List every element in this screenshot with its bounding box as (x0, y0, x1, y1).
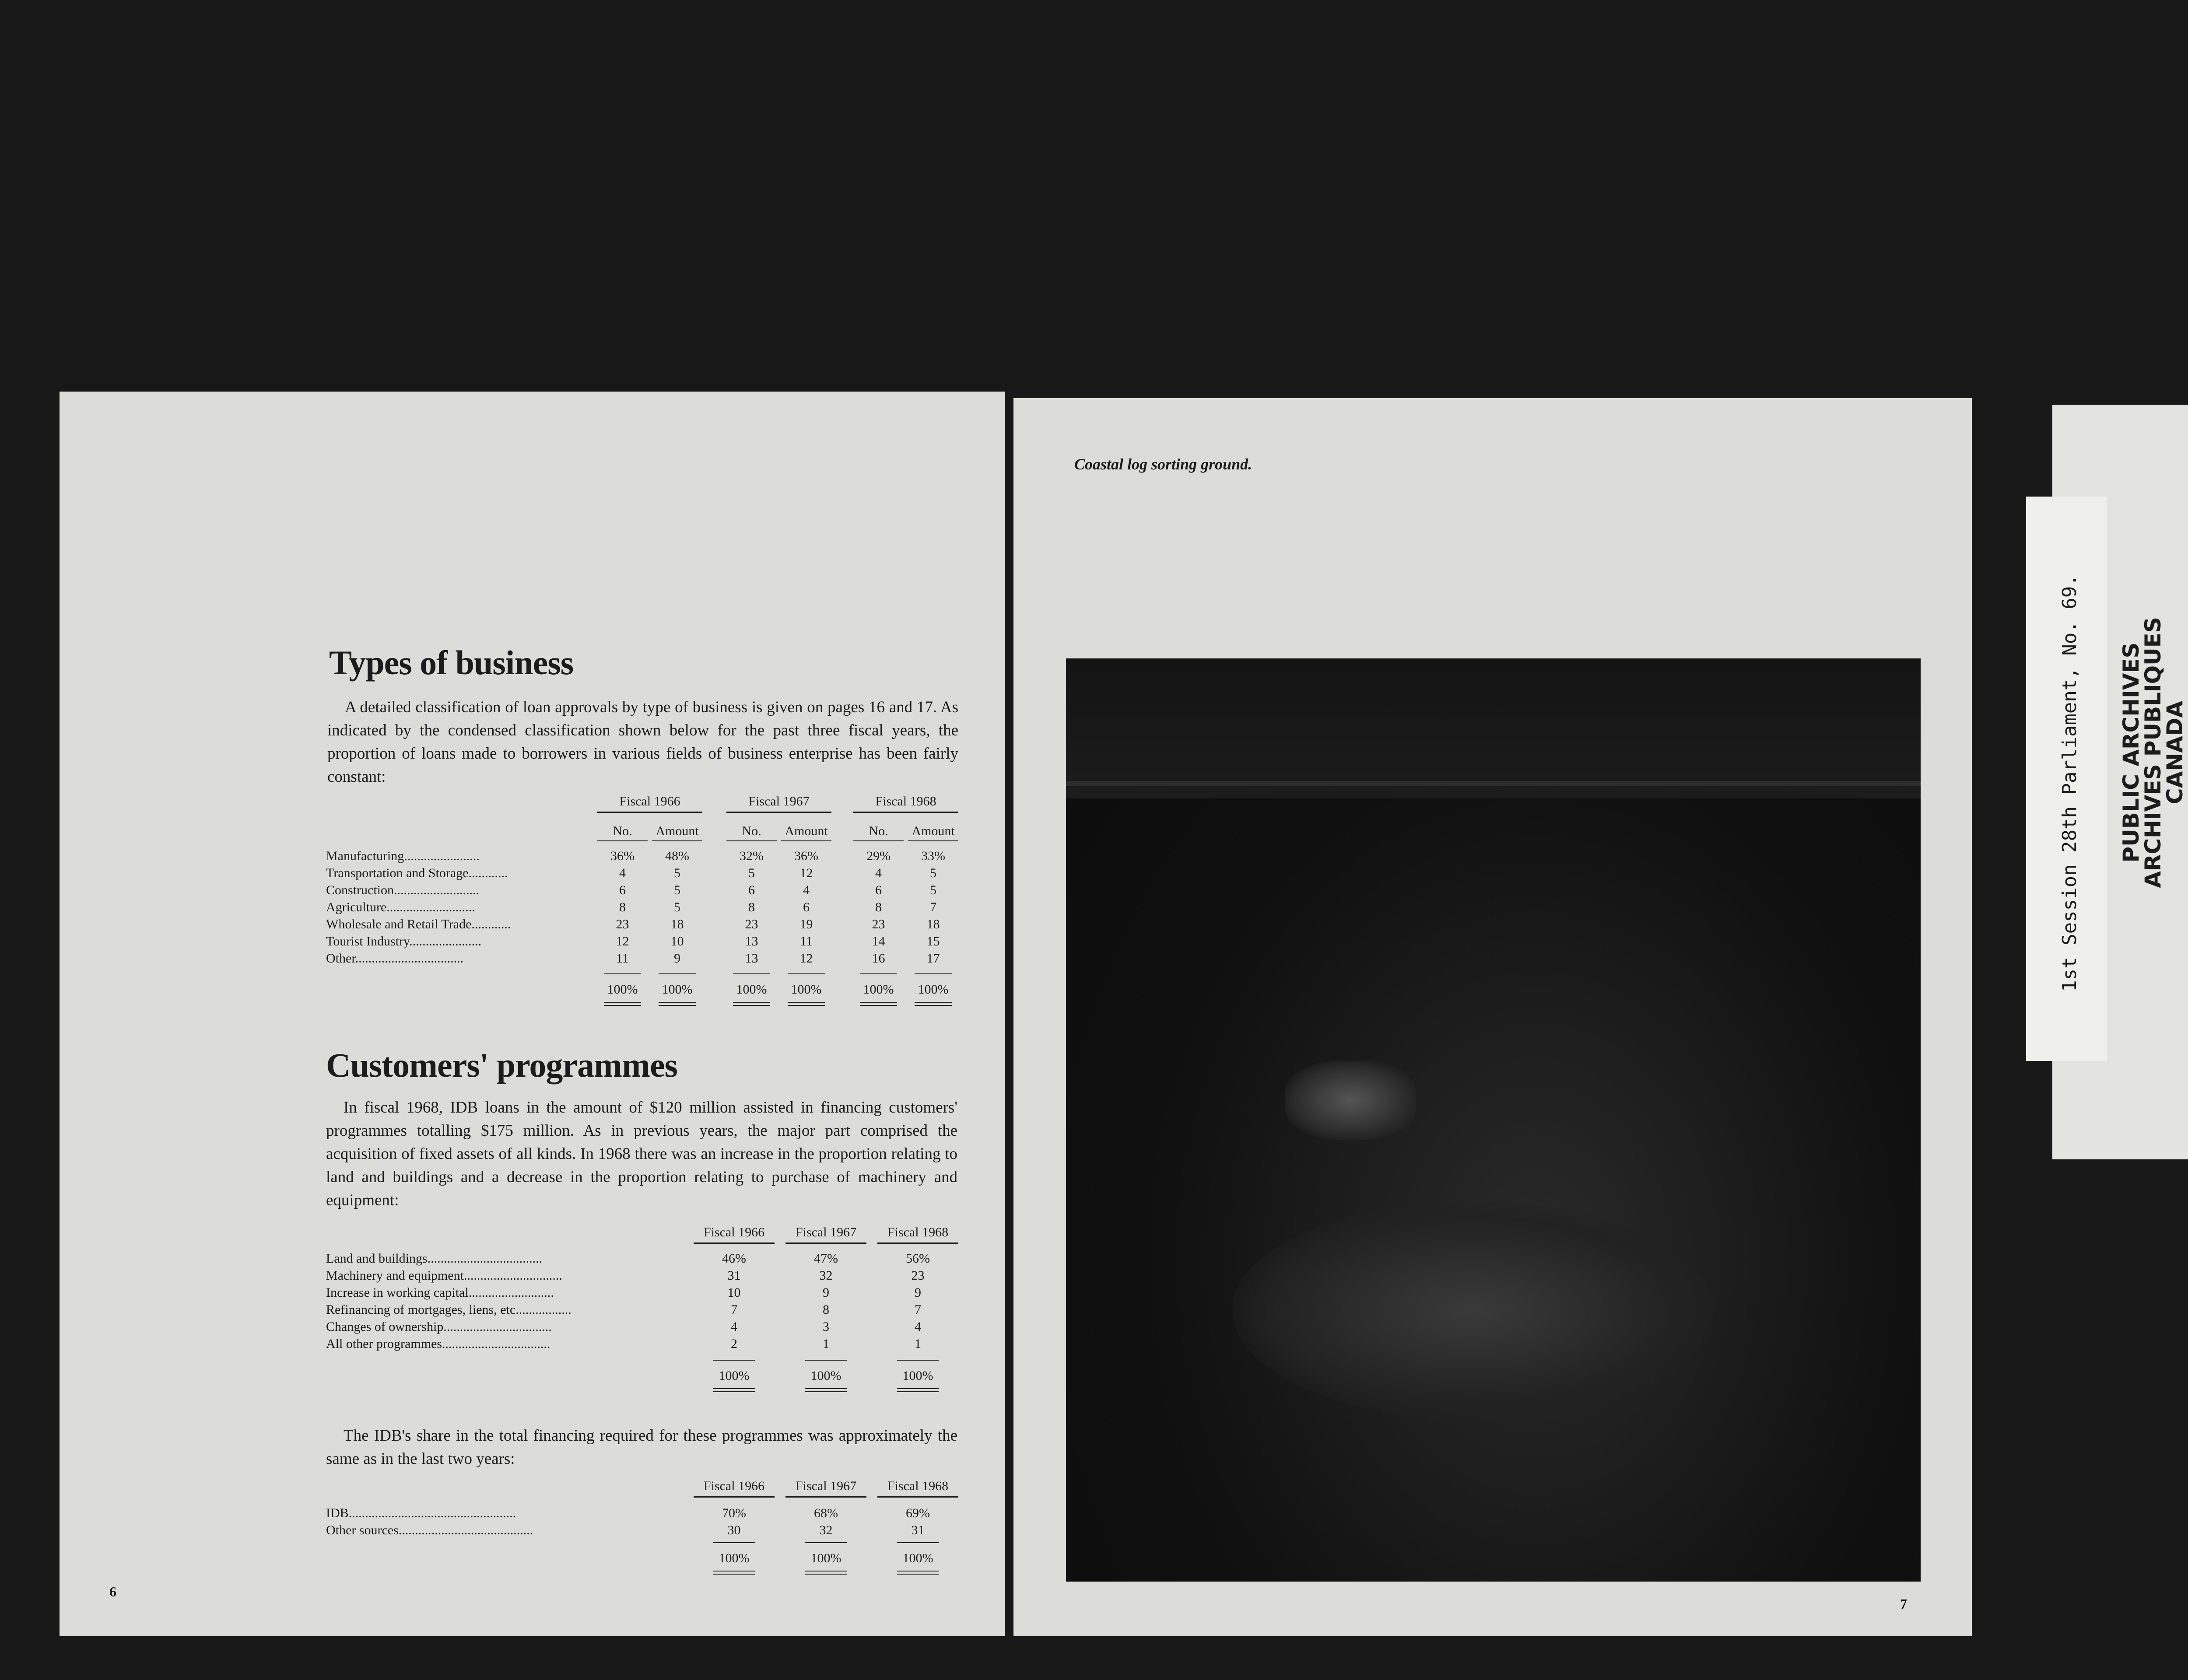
types-cell: 8 (619, 900, 626, 914)
share-cell: 70% (722, 1506, 746, 1520)
programmes-cell: 4 (915, 1320, 921, 1334)
programmes-cell: 3 (823, 1320, 829, 1334)
types-cell: 9 (674, 951, 680, 966)
types-cell: 12 (616, 934, 629, 948)
types-cell: 16 (872, 951, 885, 966)
types-cell: 23 (872, 917, 885, 931)
programmes-cell: 2 (731, 1337, 737, 1351)
share-cell: 69% (906, 1506, 930, 1520)
types-row-label: Agriculture........................... (326, 900, 475, 914)
types-sub-header: Amount (652, 824, 702, 841)
programmes-total: 100% (810, 1368, 842, 1383)
types-cell: 48% (665, 849, 689, 863)
types-cell: 13 (745, 951, 758, 966)
right-page-number: 7 (1900, 1596, 1907, 1612)
share-year-header: Fiscal 1966 (694, 1479, 775, 1498)
programmes-row-label: Changes of ownership................................. (326, 1320, 552, 1334)
types-cell: 18 (670, 917, 684, 931)
share-total-rule (897, 1571, 939, 1575)
share-sum-rule (897, 1542, 939, 1543)
programmes-cell: 7 (915, 1302, 921, 1317)
types-year-header: Fiscal 1966 (597, 794, 702, 813)
types-total-rule (733, 1002, 770, 1006)
types-row-label: Other................................. (326, 951, 464, 966)
types-year-header: Fiscal 1968 (853, 794, 958, 813)
stamp-line-3: CANADA (2162, 700, 2188, 805)
types-total-rule (915, 1002, 952, 1006)
share-paragraph: The IDB's share in the total financing required for these programmes was approximately the same as in the last two years: (326, 1427, 957, 1468)
programmes-year-header: Fiscal 1966 (694, 1225, 775, 1244)
types-cell: 6 (619, 883, 626, 897)
types-cell: 8 (875, 900, 882, 914)
types-cell: 36% (610, 849, 635, 863)
types-year-header: Fiscal 1967 (726, 794, 831, 813)
share-cell: 32 (819, 1523, 833, 1537)
types-cell: 17 (926, 951, 940, 966)
programmes-cell: 31 (727, 1268, 741, 1283)
programmes-cell: 46% (722, 1251, 746, 1266)
programmes-cell: 7 (731, 1302, 737, 1317)
share-sum-rule (713, 1542, 755, 1543)
types-total-rule (604, 1002, 641, 1006)
programmes-cell: 8 (823, 1302, 829, 1317)
programmes-year-header: Fiscal 1968 (877, 1225, 958, 1244)
share-sum-rule (805, 1542, 847, 1543)
programmes-cell: 10 (727, 1285, 741, 1300)
programmes-total-rule (897, 1388, 939, 1392)
types-sub-header: No. (726, 824, 777, 841)
types-total-rule (860, 1002, 897, 1006)
session-label-text: 1st Session 28th Parliament, No. 69. (2058, 574, 2081, 992)
programmes-paragraph: In fiscal 1968, IDB loans in the amount of $120 million assisted in financing customers' programmes totalling $175 million. As in previous years, the major part comprised the acquisition of fixed assets of all kinds. In 1968 there was an increase in the proportion relating to land and buildings and a decrease in the proportion relating to purchase of machinery and equipment: (326, 1099, 957, 1209)
types-cell: 5 (674, 900, 680, 914)
types-cell: 11 (800, 934, 813, 948)
types-cell: 4 (875, 866, 882, 880)
programmes-cell: 1 (823, 1337, 829, 1351)
photo-caption: Coastal log sorting ground. (1074, 455, 1252, 473)
types-row-label: Transportation and Storage............ (326, 866, 508, 880)
types-row-label: Tourist Industry...................... (326, 934, 482, 948)
types-cell: 14 (872, 934, 885, 948)
programmes-total-rule (713, 1388, 755, 1392)
types-cell: 8 (748, 900, 755, 914)
types-total: 100% (791, 982, 822, 997)
programmes-row-label: All other programmes................................. (326, 1337, 551, 1351)
types-cell: 23 (616, 917, 629, 931)
types-total: 100% (736, 982, 767, 997)
types-cell: 6 (803, 900, 810, 914)
programmes-total-rule (805, 1388, 847, 1392)
stamp-line-1: PUBLIC ARCHIVES (2118, 642, 2144, 863)
types-total-rule (788, 1002, 825, 1006)
types-cell: 7 (930, 900, 936, 914)
programmes-cell: 1 (915, 1337, 921, 1351)
share-year-header: Fiscal 1968 (877, 1479, 958, 1498)
photo-shoreline (1066, 781, 1921, 786)
types-sum-rule (659, 973, 696, 974)
photo-log-booms (1285, 1061, 1416, 1140)
types-sub-header: Amount (781, 824, 831, 841)
left-page-number: 6 (109, 1584, 116, 1600)
types-cell: 23 (745, 917, 758, 931)
stamp-line-2: ARCHIVES PUBLIQUES (2140, 617, 2166, 888)
programmes-cell: 9 (823, 1285, 829, 1300)
types-total: 100% (662, 982, 693, 997)
types-cell: 36% (794, 849, 818, 863)
share-row-label: Other sources......................................... (326, 1523, 533, 1537)
programmes-total: 100% (719, 1368, 750, 1383)
types-cell: 13 (745, 934, 758, 948)
share-total: 100% (719, 1551, 750, 1565)
share-total: 100% (810, 1551, 842, 1565)
types-cell: 15 (926, 934, 940, 948)
types-sum-rule (788, 973, 825, 974)
programmes-heading: Customers' programmes (326, 1046, 677, 1084)
archives-stamp (2120, 599, 2186, 906)
types-total-rule (659, 1002, 696, 1006)
types-cell: 5 (748, 866, 755, 880)
types-cell: 19 (799, 917, 813, 931)
programmes-cell: 56% (906, 1251, 930, 1266)
types-cell: 6 (875, 883, 882, 897)
programmes-row-label: Machinery and equipment.............................. (326, 1268, 562, 1283)
photo-rocky-foreground (1232, 1201, 1714, 1420)
types-heading: Types of business (329, 644, 574, 682)
types-cell: 12 (799, 866, 813, 880)
types-sum-rule (604, 973, 641, 974)
programmes-total: 100% (902, 1368, 933, 1383)
share-total-rule (805, 1571, 847, 1575)
programmes-cell: 32 (819, 1268, 833, 1283)
programmes-sum-rule (713, 1360, 755, 1361)
types-cell: 33% (921, 849, 945, 863)
types-cell: 10 (670, 934, 684, 948)
share-year-header: Fiscal 1967 (785, 1479, 866, 1498)
share-cell: 30 (727, 1523, 741, 1537)
programmes-row-label: Increase in working capital.......................... (326, 1285, 554, 1300)
types-cell: 29% (866, 849, 891, 863)
types-cell: 5 (930, 883, 936, 897)
types-total: 100% (918, 982, 949, 997)
types-sum-rule (733, 973, 770, 974)
programmes-cell: 47% (814, 1251, 838, 1266)
types-cell: 6 (748, 883, 755, 897)
share-total: 100% (902, 1551, 933, 1565)
types-total: 100% (863, 982, 894, 997)
types-paragraph: A detailed classification of loan approvals by type of business is given on pages 16 and 17. As indicated by the condensed classification shown below for the past three fiscal years, the proportion of loans made to borrowers in various fields of business enterprise has been fairly constant: (327, 698, 958, 786)
types-cell: 4 (619, 866, 626, 880)
coastal-photo (1066, 658, 1921, 1582)
types-cell: 18 (926, 917, 940, 931)
types-cell: 11 (616, 951, 629, 966)
types-row-label: Wholesale and Retail Trade............ (326, 917, 511, 931)
programmes-cell: 23 (911, 1268, 925, 1283)
types-row-label: Construction.......................... (326, 883, 479, 897)
types-sub-header: No. (597, 824, 648, 841)
programmes-year-header: Fiscal 1967 (785, 1225, 866, 1244)
share-cell: 31 (911, 1523, 925, 1537)
types-cell: 5 (930, 866, 936, 880)
programmes-cell: 9 (915, 1285, 921, 1300)
programmes-sum-rule (897, 1360, 939, 1361)
share-total-rule (713, 1571, 755, 1575)
programmes-row-label: Land and buildings................................... (326, 1251, 543, 1266)
types-sum-rule (860, 973, 897, 974)
programmes-sum-rule (805, 1360, 847, 1361)
share-cell: 68% (814, 1506, 838, 1520)
types-sum-rule (915, 973, 952, 974)
programmes-row-label: Refinancing of mortgages, liens, etc................. (326, 1302, 572, 1317)
types-cell: 5 (674, 883, 680, 897)
types-total: 100% (607, 982, 638, 997)
programmes-cell: 4 (731, 1320, 737, 1334)
types-sub-header: No. (853, 824, 904, 841)
types-cell: 5 (674, 866, 680, 880)
types-sub-header: Amount (908, 824, 958, 841)
types-cell: 12 (799, 951, 813, 966)
types-row-label: Manufacturing....................... (326, 849, 480, 863)
types-cell: 32% (740, 849, 764, 863)
photo-mountain-ridge (1066, 658, 1921, 798)
types-cell: 4 (803, 883, 810, 897)
share-row-label: IDB................................................... (326, 1506, 516, 1520)
